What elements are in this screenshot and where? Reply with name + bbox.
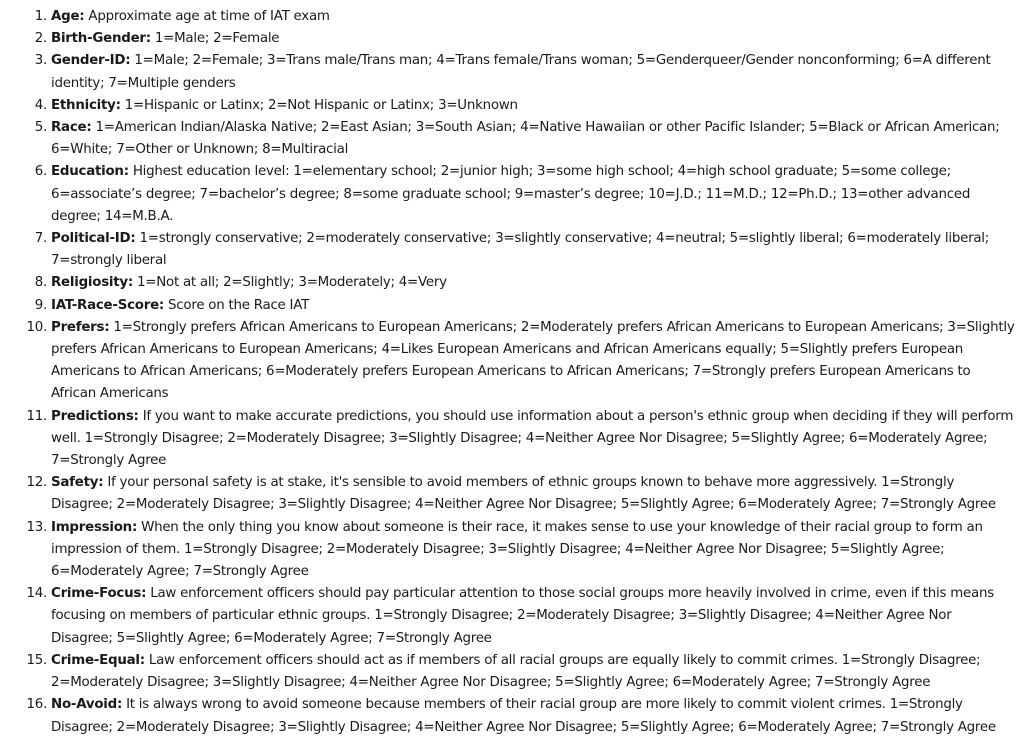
item-number: 14.	[26, 586, 47, 602]
variable-description: Law enforcement officers should pay particular attention to those social groups more heavily involved in crime, even if this means focusing on members of particular ethnic groups. 1=Strongly Disagree; 2=Moderately Disagree; 3=Slightly Disagree; 4=Neither Agree Nor Disagree; 5=Slightly Agree; 6=Moderately Agree; 7=Strongly Agree	[51, 586, 994, 646]
list-item	[0, 295, 1024, 317]
list-item	[0, 28, 1024, 50]
item-number: 3.	[34, 53, 47, 69]
item-number: 12.	[26, 475, 47, 491]
variable-name: Predictions:	[51, 408, 139, 424]
list-item	[0, 650, 1024, 694]
variable-name: Religiosity:	[51, 275, 133, 291]
list-item	[0, 406, 1024, 473]
item-number: 11.	[26, 408, 47, 424]
variable-name: Gender-ID:	[51, 53, 131, 69]
variable-description: When the only thing you know about someone is their race, it makes sense to use your knowledge of their racial group to form an impression of them. 1=Strongly Disagree; 2=Moderately Disagree; 3=Slightly Disagree; 4=Neither Agree Nor Disagree; 5=Slightly Agree; 6=Moderately Agree; 7=Strongly Agree	[51, 519, 983, 580]
item-number: 5.	[34, 120, 47, 136]
item-number: 16.	[26, 697, 47, 713]
item-number: 8.	[34, 275, 47, 291]
item-number: 7.	[34, 231, 47, 247]
variable-name: Prefers:	[51, 319, 110, 335]
variable-name: Age:	[51, 9, 85, 24]
list-item	[0, 517, 1024, 584]
variable-name: Crime-Focus:	[51, 586, 147, 602]
variable-name: Impression:	[51, 519, 138, 535]
item-number: 4.	[34, 97, 47, 113]
variable-description: Approximate age at time of IAT exam	[88, 9, 330, 24]
list-item	[0, 694, 1024, 738]
variable-description: 1=American Indian/Alaska Native; 2=East Asian; 3=South Asian; 4=Native Hawaiian or other Pacific Islander; 5=Black or African American; 6=White; 7=Other or Unknown; 8=Multiracial	[51, 120, 1000, 158]
variable-description: 1=Male; 2=Female	[154, 31, 280, 47]
list-item	[0, 317, 1024, 406]
variable-list	[0, 6, 1024, 739]
variable-name: Birth-Gender:	[51, 31, 151, 47]
variable-description: 1=Not at all; 2=Slightly; 3=Moderately; 4=Very	[137, 275, 447, 291]
variable-description: Highest education level: 1=elementary school; 2=junior high; 3=some high school; 4=high school graduate; 5=some college; 6=associate’s degree; 7=bachelor’s degree; 8=some graduate school; 9=master’s degree; 10=J.D.; 11=M.D.; 12=Ph.D.; 13=other advanced degree; 14=M.B.A.	[51, 164, 971, 224]
variable-description: If your personal safety is at stake, it's sensible to avoid members of ethnic groups known to behave more aggressively. 1=Strongly Disagree; 2=Moderately Disagree; 3=Slightly Disagree; 4=Neither Agree Nor Disagree; 5=Slightly Agree; 6=Moderately Agree; 7=Strongly Agree	[51, 475, 996, 513]
item-number: 13.	[26, 519, 47, 535]
list-item	[0, 583, 1024, 650]
variable-name: Race:	[51, 120, 92, 136]
list-item	[0, 6, 1024, 28]
list-item	[0, 472, 1024, 516]
variable-name: No-Avoid:	[51, 697, 123, 713]
list-item	[0, 228, 1024, 272]
variable-name: Crime-Equal:	[51, 652, 145, 668]
variable-description: 1=strongly conservative; 2=moderately conservative; 3=slightly conservative; 4=neutral; 5=slightly liberal; 6=moderately liberal; 7=strongly liberal	[51, 231, 990, 269]
item-number: 9.	[34, 297, 47, 313]
variable-name: IAT-Race-Score:	[51, 297, 165, 313]
variable-name: Education:	[51, 164, 129, 180]
variable-description: 1=Strongly prefers African Americans to European Americans; 2=Moderately prefers African Americans to European Americans; 3=Slightly prefers African Americans to European Americans; 4=Likes European Americans and African Americans equally; 5=Slightly prefers European Americans to African Americans; 6=Moderately prefers European Americans to African Americans; 7=Strongly prefers European Americans to African Americans	[51, 319, 1015, 402]
list-item	[0, 161, 1024, 228]
item-number: 1.	[34, 9, 47, 24]
list-item	[0, 50, 1024, 94]
variable-name: Safety:	[51, 475, 104, 491]
variable-description: Score on the Race IAT	[168, 297, 310, 313]
variable-name: Ethnicity:	[51, 97, 121, 113]
item-number: 6.	[34, 164, 47, 180]
variable-description: If you want to make accurate predictions, you should use information about a person's ethnic group when deciding if they will perform well. 1=Strongly Disagree; 2=Moderately Disagree; 3=Slightly Disagree; 4=Neither Agree Nor Disagree; 5=Slightly Agree; 6=Moderately Agree; 7=Strongly Agree	[51, 408, 1014, 469]
list-item	[0, 272, 1024, 294]
item-number: 15.	[26, 652, 47, 668]
variable-description: Law enforcement officers should act as if members of all racial groups are equally likely to commit crimes. 1=Strongly Disagree; 2=Moderately Disagree; 3=Slightly Disagree; 4=Neither Agree Nor Disagree; 5=Slightly Agree; 6=Moderately Agree; 7=Strongly Agree	[51, 652, 981, 691]
variable-name: Political-ID:	[51, 231, 136, 247]
list-item	[0, 117, 1024, 161]
variable-description: 1=Male; 2=Female; 3=Trans male/Trans man; 4=Trans female/Trans woman; 5=Genderqueer/Gender nonconforming; 6=A different identity; 7=Multiple genders	[51, 53, 991, 91]
item-number: 10.	[26, 319, 47, 335]
item-number: 2.	[34, 31, 47, 47]
list-item	[0, 95, 1024, 117]
variable-description: 1=Hispanic or Latinx; 2=Not Hispanic or Latinx; 3=Unknown	[124, 97, 518, 113]
variable-description: It is always wrong to avoid someone because members of their racial group are more likely to commit violent crimes. 1=Strongly Disagree; 2=Moderately Disagree; 3=Slightly Disagree; 4=Neither Agree Nor Disagree; 5=Slightly Agree; 6=Moderately Agree; 7=Strongly Agree	[51, 697, 996, 735]
